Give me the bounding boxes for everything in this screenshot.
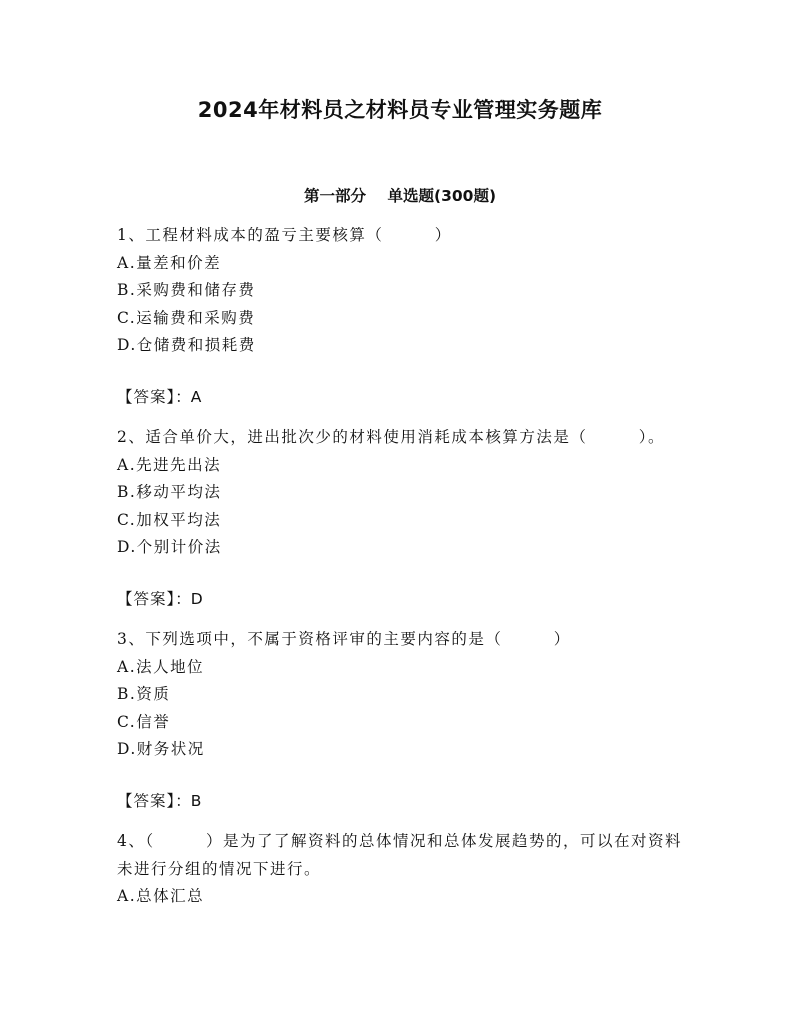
option-a: A.先进先出法 <box>117 455 222 474</box>
answer-line <box>117 586 687 614</box>
question-list <box>117 222 687 911</box>
question-stem: 1、工程材料成本的盈亏主要核算（ ） <box>117 226 452 244</box>
option-a: A.总体汇总 <box>117 887 205 905</box>
answer-label: 【答案】 <box>117 791 176 810</box>
option-d: D.仓储费和损耗费 <box>117 336 256 354</box>
option-b: B.采购费和储存费 <box>117 281 256 299</box>
option-a: A.法人地位 <box>117 657 205 676</box>
answer-line <box>117 384 687 412</box>
answer-label: 【答案】 <box>117 387 176 406</box>
question-stem: 3、下列选项中，不属于资格评审的主要内容的是（ ） <box>117 630 571 648</box>
document-title: 2024年材料员之材料员专业管理实务题库 <box>197 98 603 122</box>
answer-line <box>117 788 687 816</box>
question-1 <box>117 222 687 411</box>
answer-value: ：A <box>175 387 202 406</box>
option-a: A.量差和价差 <box>117 253 222 272</box>
question-2 <box>117 424 687 613</box>
question-stem: 4、（ ）是为了了解资料的总体情况和总体发展趋势的，可以在对资料未进行分组的情况下进行。 <box>117 832 683 878</box>
question-stem: 2、适合单价大，进出批次少的材料使用消耗成本核算方法是（ ）。 <box>117 428 666 446</box>
answer-label: 【答案】 <box>117 589 176 608</box>
option-b: B.资质 <box>117 685 171 703</box>
option-c: C.运输费和采购费 <box>117 308 256 327</box>
answer-value: ：B <box>175 791 202 810</box>
option-d: D.个别计价法 <box>117 538 222 556</box>
option-c: C.加权平均法 <box>117 510 222 529</box>
option-d: D.财务状况 <box>117 740 205 758</box>
question-4 <box>117 828 687 911</box>
option-b: B.移动平均法 <box>117 483 222 501</box>
answer-value: ：D <box>175 589 203 608</box>
option-c: C.信誉 <box>117 712 171 731</box>
question-3 <box>117 626 687 815</box>
section-heading: 第一部分 单选题(300题) <box>303 187 497 205</box>
